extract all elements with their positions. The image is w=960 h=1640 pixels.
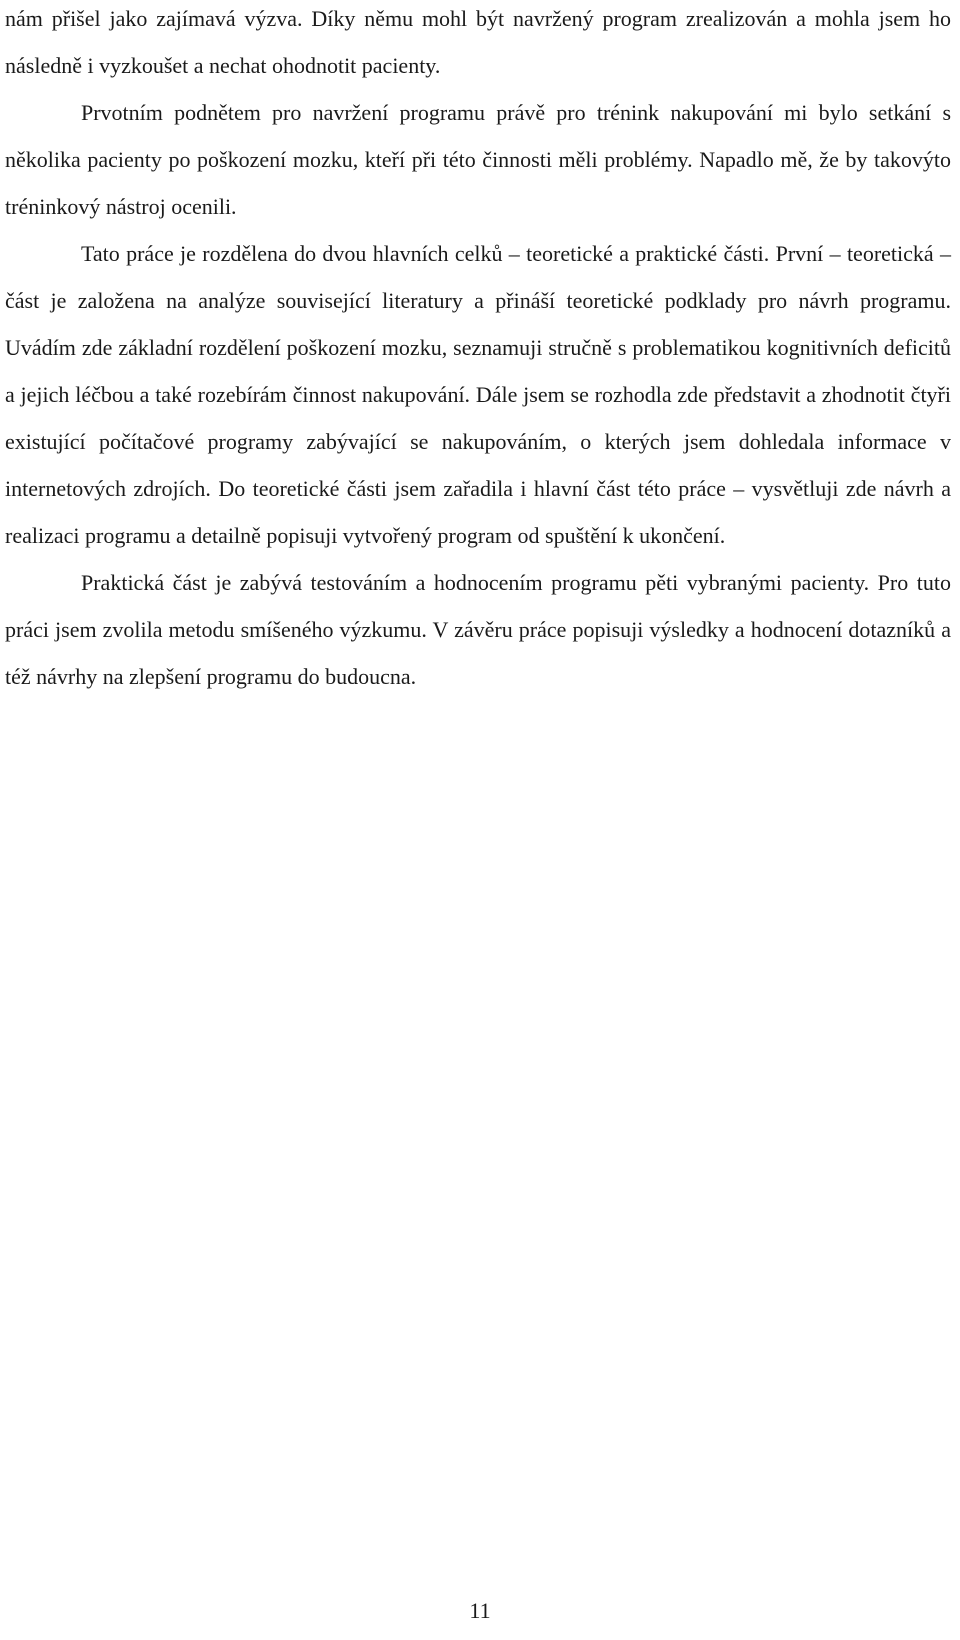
paragraph-practical-part: Praktická část je zabývá testováním a hodnocením programu pěti vybranými pacienty. Pro tuto práci jsem zvolila metodu smíšeného výzkumu. V závěru práce popisuji výsledky a hodnocení dotazníků a též návrhy na zlepšení programu do budoucna. [5, 570, 951, 689]
paragraph-motivation: Prvotním podnětem pro navržení programu právě pro trénink nakupování mi bylo setkání s několika pacienty po poškození mozku, kteří při této činnosti měli problémy. Napadlo mě, že by takovýto tréninkový nástroj ocenili. [5, 100, 951, 219]
paragraph-structure: Tato práce je rozdělena do dvou hlavních celků – teoretické a praktické části. První – teoretická – část je založena na analýze související literatury a přináší teoretické podklady pro návrh programu. Uvádím zde základní rozdělení poškození mozku, seznamuji stručně s problematikou kognitivních deficitů a jejich léčbou a také rozebírám činnost nakupování. Dále jsem se rozhodla zde představit a zhodnotit čtyři existující počítačové programy zabývající se nakupováním, o kterých jsem dohledala informace v internetových zdrojích. Do teoretické části jsem zařadila i hlavní část této práce – vysvětluji zde návrh a realizaci programu a detailně popisuji vytvořený program od spuštění k ukončení. [5, 241, 951, 548]
paragraph-continuation: nám přišel jako zajímavá výzva. Díky němu mohl být navržený program zrealizován a mohla jsem ho následně i vyzkoušet a nechat ohodnotit pacienty. [5, 6, 951, 78]
page-number: 11 [469, 1598, 491, 1623]
document-page [5, 0, 951, 700]
